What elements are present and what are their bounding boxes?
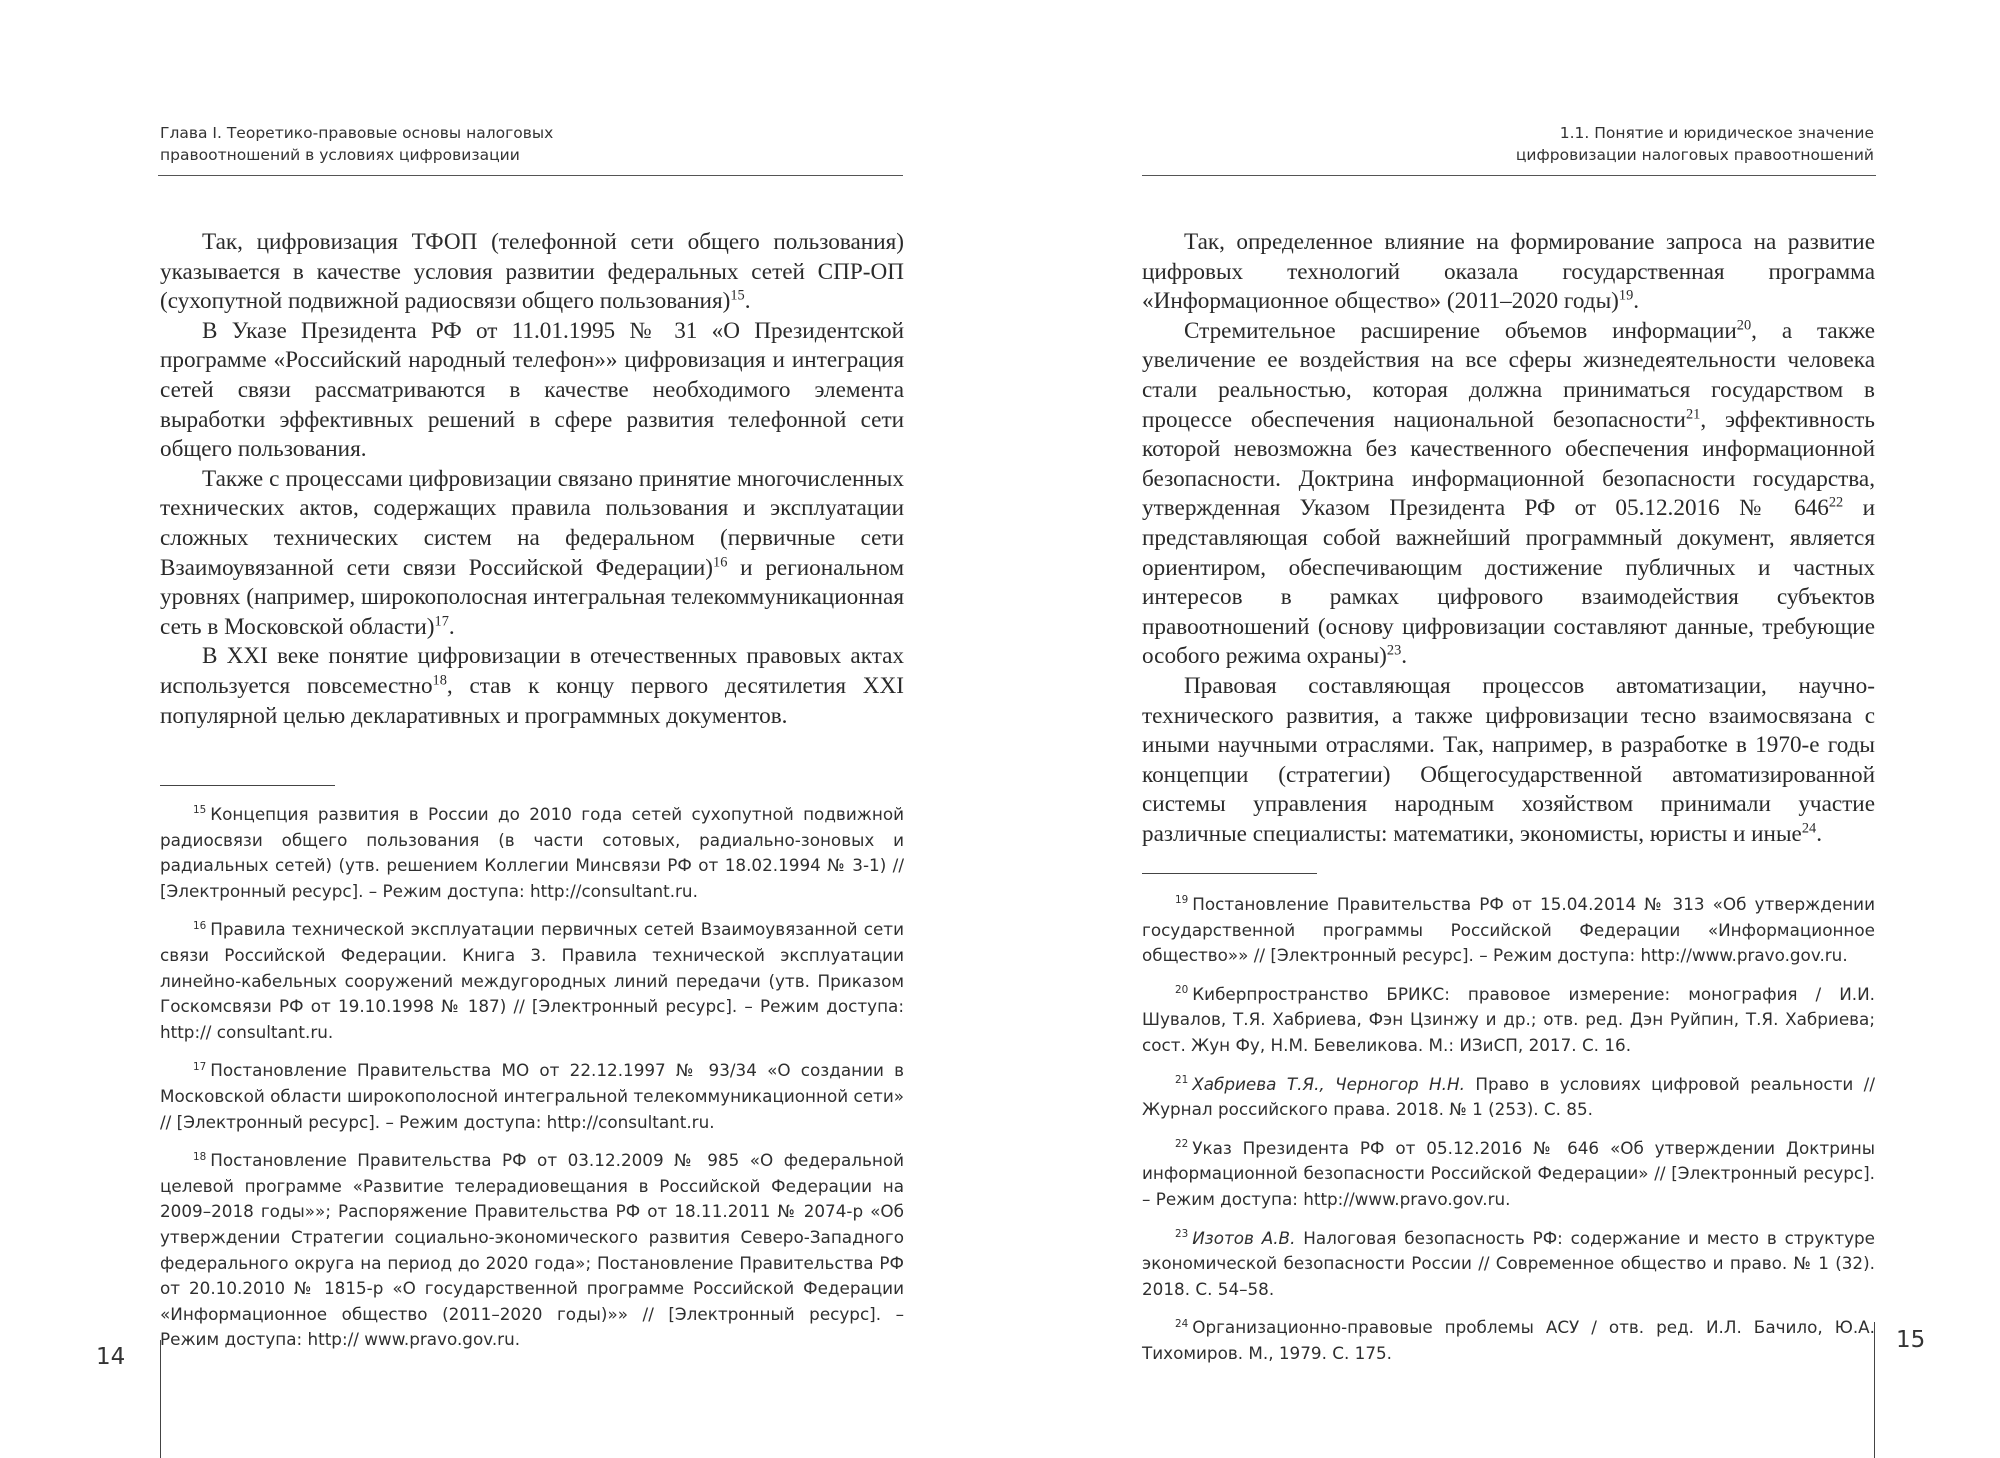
- header-line: правоотношений в условиях цифровизации: [160, 146, 520, 164]
- footnote-ref[interactable]: 24: [1801, 820, 1817, 837]
- footnote: $^{21}$ Хабриева Т.Я., Черногор Н.Н. Право в условиях цифровой реальности // Журнал российского права. 2018. № 1 (253). С. 85.: [1142, 1073, 1875, 1120]
- main-text-right: [1142, 228, 1875, 849]
- page-number: 15: [1896, 1327, 1926, 1353]
- footnote: $^{23}$ Изотов А.В. Налоговая безопасность РФ: содержание и место в структуре экономической безопасности России // Современное общество и право. № 1 (32). 2018. С. 54–58.: [1142, 1227, 1875, 1299]
- paragraph: Также с процессами цифровизации связано принятие многочисленных технических актов, содержащих правила пользования и эксплуатации сложных технических систем на федеральном (первичные сети Взаимоувязанной сети связи Российской Федерации)$^{16}$ и региональном уровнях (например, широкополосная интегральная телекоммуникационная сеть в Московской области)$^{17}$.: [160, 465, 905, 640]
- footnote-ref[interactable]: 15: [730, 287, 745, 304]
- page-number: 14: [96, 1344, 126, 1370]
- footnote: $^{20}$ Киберпространство БРИКС: правовое измерение: монография / И.И. Шувалов, Т.Я. Хабриева, Фэн Цзинжу и др.; отв. ред. Дэн Руйпин, Т.Я. Хабриева; сост. Жун Фу, Н.М. Бевеликова. М.: ИЗиСП, 2017. С. 16.: [1142, 983, 1875, 1055]
- main-text-left: [160, 228, 904, 731]
- paragraph: Стремительное расширение объемов информации$^{20}$, а также увеличение ее воздействия на все сферы жизнедеятельности человека стали реальностью, которая должна приниматься государством в процессе обеспечения национальной безопасности$^{21}$, эффективность которой невозможна без качественного обеспечения информационной безопасности. Доктрина информационной безопасности государства, утвержденная Указом Президента РФ от 05.12.2016 № $646^{22}$ и представляющая собой важнейший программный документ, является ориентиром, обеспечивающим достижение публичных и частных интересов в рамках цифрового взаимодействия субъектов правоотношений (основу цифровизации составляют данные, требующие особого режима охраны)$^{23}$.: [1142, 317, 1875, 670]
- footnote-ref[interactable]: 18: [432, 672, 447, 689]
- footnote: $^{19}$ Постановление Правительства РФ от 15.04.2014 № 313 «Об утверждении государственной программы Российской Федерации «Информационное общество»» // [Электронный ресурс]. – Режим доступа: http://www.pravo.gov.ru.: [1142, 894, 1875, 966]
- footnote: $^{18}$ Постановление Правительства РФ от 03.12.2009 № 985 «О федеральной целевой программе «Развитие телерадиовещания в Российской Федерации на 2009–2018 годы»»; Распоряжение Правительства РФ от 18.11.2011 № 2074-р «Об утверждении Стратегии социально-экономического развития Северо-Западного федерального округа на период до 2020 года»; Постановление Правительства РФ от 20.10.2010 № 1815-р «О государственной программе Российской Федерации «Информационное общество (2011–2020 годы)»» // [Электронный ресурс]. – Режим доступа: http:// www.pravo.gov.ru.: [160, 1150, 904, 1350]
- right-page: [1000, 0, 2000, 1458]
- footnote: $^{24}$ Организационно-правовые проблемы АСУ / отв. ред. И.Л. Бачило, Ю.А. Тихомиров. М., 1979. С. 175.: [1142, 1317, 1875, 1363]
- footnote: $^{16}$ Правила технической эксплуатации первичных сетей Взаимоувязанной сети связи Российской Федерации. Книга 3. Правила технической эксплуатации линейно-кабельных сооружений междугородных линий передачи (утв. Приказом Госкомсвязи РФ от 19.10.1998 № 187) // [Электронный ресурс]. – Режим доступа: http:// consultant.ru.: [160, 919, 904, 1042]
- footnote-divider: [160, 785, 335, 786]
- running-header-left: [160, 122, 553, 166]
- page-edge-rule: [160, 1340, 161, 1458]
- footnotes-right: [1142, 892, 1875, 1380]
- header-line: цифровизации налоговых правоотношений: [1515, 146, 1874, 164]
- paragraph: Так, цифровизация ТФОП (телефонной сети общего пользования) указывается в качестве условия развитии федеральных сетей СПР-ОП (сухопутной подвижной радиосвязи общего пользования)$^{15}$.: [160, 229, 904, 315]
- footnote: $^{17}$ Постановление Правительства МО от 22.12.1997 № 93/34 «О создании в Московской области широкополосной интегральной телекоммуникационной сети» // [Электронный ресурс]. – Режим доступа: http://consultant.ru.: [160, 1060, 904, 1132]
- footnote-divider: [1142, 873, 1317, 874]
- header-line: Глава I. Теоретико-правовые основы налоговых: [160, 124, 554, 142]
- header-line: 1.1. Понятие и юридическое значение: [1559, 124, 1874, 142]
- paragraph: Так, определенное влияние на формирование запроса на развитие цифровых технологий оказала государственная программа «Информационное общество» (2011–2020 годы)$^{19}$.: [1142, 229, 1875, 315]
- footnote-ref[interactable]: 22: [1828, 494, 1844, 511]
- paragraph: В Указе Президента РФ от 11.01.1995 № 31 «О Президентской программе «Российский народный телефон»» цифровизация и интеграция сетей связи рассматриваются в качестве необходимого элемента выработки эффективных решений в сфере развития телефонной сети общего пользования.: [160, 317, 904, 463]
- footnote-ref[interactable]: 19: [1618, 287, 1634, 304]
- page-edge-rule: [1874, 1322, 1875, 1458]
- footnote-ref[interactable]: 23: [1386, 642, 1402, 659]
- running-header-right: [1516, 122, 1874, 166]
- footnote: $^{15}$ Концепция развития в России до 2010 года сетей сухопутной подвижной радиосвязи общего пользования (в части сотовых, радиально-зоновых и радиальных сетей) (утв. решением Коллегии Минсвязи РФ от 18.02.1994 № 3-1) // [Электронный ресурс]. – Режим доступа: http://consultant.ru.: [160, 804, 904, 901]
- footnote-ref[interactable]: 20: [1736, 317, 1752, 334]
- header-divider: [158, 175, 903, 176]
- footnote-ref[interactable]: 21: [1685, 405, 1701, 422]
- footnote: $^{22}$ Указ Президента РФ от 05.12.2016 № 646 «Об утверждении Доктрины информационной безопасности Российской Федерации» // [Электронный ресурс]. – Режим доступа: http://www.pravo.gov.ru.: [1142, 1137, 1875, 1209]
- paragraph: Правовая составляющая процессов автоматизации, научно-технического развития, а также цифровизации тесно взаимосвязана с иными научными отраслями. Так, например, в разработке в 1970-е годы концепции (стратегии) Общегосударственной автоматизированной системы управления народным хозяйством принимали участие различные специалисты: математики, экономисты, юристы и иные$^{24}$.: [1142, 672, 1875, 847]
- footnotes-left: [160, 802, 904, 1366]
- paragraph: В XXI веке понятие цифровизации в отечественных правовых актах используется повсеместно$^{18}$, став к концу первого десятилетия XXI популярной целью декларативных и программных документов.: [160, 643, 904, 729]
- footnote-ref[interactable]: 16: [713, 553, 728, 570]
- header-divider: [1142, 175, 1876, 176]
- footnote-ref[interactable]: 17: [434, 612, 449, 629]
